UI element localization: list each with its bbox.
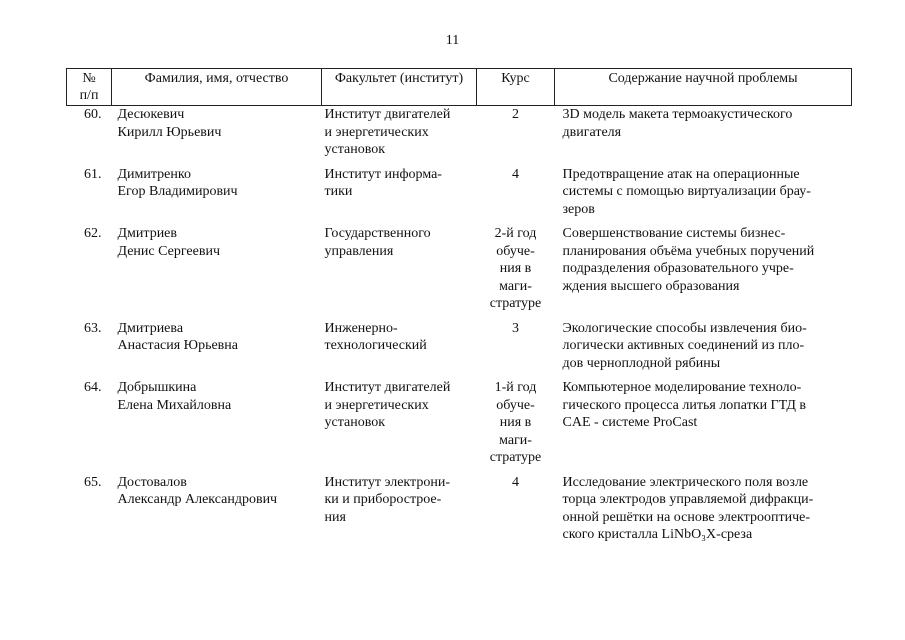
header-course: Курс xyxy=(477,69,555,106)
faculty-line: Институт двигателей xyxy=(324,380,451,395)
faculty-line: и энергетических xyxy=(324,397,429,413)
faculty-line: Институт электрони- xyxy=(324,474,450,490)
course-line: 2 xyxy=(512,107,519,122)
row-number: 64. xyxy=(84,380,102,395)
faculty-line: ки и приборострое- xyxy=(324,492,442,507)
research-topic-line: Компьютерное моделирование техноло- xyxy=(562,380,802,395)
course-line: 2-й год xyxy=(494,226,537,241)
research-topic-line: Экологические способы извлечения био- xyxy=(562,320,807,336)
row-number: 65. xyxy=(84,474,102,490)
course-line: 4 xyxy=(512,166,519,182)
table-row xyxy=(67,225,852,320)
course-line: обуче- xyxy=(496,397,535,413)
table-row xyxy=(67,320,852,380)
table-row xyxy=(67,474,852,551)
row-number: 61. xyxy=(84,166,102,182)
row-number: 62. xyxy=(84,226,102,241)
faculty xyxy=(322,106,477,166)
course-line: стратуре xyxy=(489,296,542,311)
faculty xyxy=(322,474,477,551)
header-num-line: № xyxy=(82,71,96,86)
student-name-line: Добрышкина xyxy=(117,380,197,395)
header-topic: Содержание научной проблемы xyxy=(555,69,852,106)
faculty-line: Институт двигателей xyxy=(324,107,451,122)
student-name-line: Анастасия Юрьевна xyxy=(117,338,238,353)
course xyxy=(477,106,555,166)
row-number: 63. xyxy=(84,320,102,336)
faculty-line: тики xyxy=(324,184,353,199)
research-topic-line: CAE - системе ProCast xyxy=(562,415,698,430)
research-topic-line: зеров xyxy=(562,201,595,217)
faculty xyxy=(322,379,477,474)
faculty xyxy=(322,320,477,380)
research-topic-line: ского кристалла LiNbO₃X-среза xyxy=(562,527,753,542)
course xyxy=(477,379,555,474)
student-name-line: Димитренко xyxy=(117,166,191,182)
research-topic-line: двигателя xyxy=(562,124,622,140)
course-line: 4 xyxy=(512,474,519,490)
research-topic-line: ждения высшего образования xyxy=(562,278,740,294)
course xyxy=(477,320,555,380)
faculty-line: Инженерно- xyxy=(324,320,398,336)
faculty-line: ния xyxy=(324,509,346,525)
course-line: маги- xyxy=(499,432,532,448)
course-line: стратуре xyxy=(489,450,542,465)
student-name-line: Кирилл Юрьевич xyxy=(117,124,222,140)
faculty-line: Институт информа- xyxy=(324,166,442,182)
header-faculty: Факультет (институт) xyxy=(322,69,477,106)
research-topic-line: онной решётки на основе электрооптиче- xyxy=(562,509,810,525)
page-number: 11 xyxy=(445,33,460,48)
research-topic-line: дов черноплодной рябины xyxy=(562,355,721,371)
research-topic-line: Предотвращение атак на операционные xyxy=(562,166,800,182)
research-topic-line: Исследование электрического поля возле xyxy=(562,474,809,490)
table-row xyxy=(67,166,852,226)
faculty-line: и энергетических xyxy=(324,124,429,140)
student-name-line: Дмитриев xyxy=(117,226,178,241)
research-topic xyxy=(555,320,852,380)
table-row xyxy=(67,379,852,474)
table-row xyxy=(67,106,852,166)
course xyxy=(477,166,555,226)
course xyxy=(477,225,555,320)
course-line: маги- xyxy=(499,278,532,294)
student-name-line: Елена Михайловна xyxy=(117,397,232,413)
student-name xyxy=(112,106,322,166)
faculty xyxy=(322,166,477,226)
student-name-line: Достовалов xyxy=(117,474,187,490)
research-topic-line: Совершенствование системы бизнес- xyxy=(562,226,786,241)
research-topic xyxy=(555,379,852,474)
student-name-line: Денис Сергеевич xyxy=(117,243,220,259)
research-topic-line: торца электродов управляемой дифракци- xyxy=(562,492,814,507)
faculty xyxy=(322,225,477,320)
faculty-line: Государственного xyxy=(324,226,431,241)
research-topic-line: гического процесса литья лопатки ГТД в xyxy=(562,397,806,413)
research-topic xyxy=(555,166,852,226)
header-num xyxy=(67,69,112,106)
header-name: Фамилия, имя, отчество xyxy=(112,69,322,106)
course-line: 1-й год xyxy=(494,380,537,395)
research-topic xyxy=(555,106,852,166)
research-topics-table xyxy=(66,68,852,551)
faculty-line: установок xyxy=(324,142,386,157)
student-name xyxy=(112,320,322,380)
research-topic-line: логически активных соединений из пло- xyxy=(562,338,805,353)
research-topic-line: системы с помощью виртуализации брау- xyxy=(562,184,811,199)
table-header xyxy=(67,69,852,106)
student-name-line: Десюкевич xyxy=(117,107,185,122)
faculty-line: управления xyxy=(324,243,394,259)
course-line: ния в xyxy=(499,415,532,430)
student-name xyxy=(112,166,322,226)
research-topic-line: 3D модель макета термоакустического xyxy=(562,107,793,122)
research-topic-line: подразделения образовательного учре- xyxy=(562,261,794,276)
faculty-line: технологический xyxy=(324,338,427,353)
student-name xyxy=(112,474,322,551)
student-name-line: Александр Александрович xyxy=(117,492,278,507)
header-num-line: п/п xyxy=(79,88,99,103)
course xyxy=(477,474,555,551)
research-topic-line: планирования объёма учебных поручений xyxy=(562,243,815,259)
research-topic xyxy=(555,225,852,320)
course-line: обуче- xyxy=(496,243,535,259)
student-name-line: Дмитриева xyxy=(117,320,184,336)
student-name xyxy=(112,379,322,474)
course-line: ния в xyxy=(499,261,532,276)
student-name-line: Егор Владимирович xyxy=(117,184,238,199)
row-number: 60. xyxy=(84,107,102,122)
table-body xyxy=(67,106,852,551)
faculty-line: установок xyxy=(324,415,386,430)
course-line: 3 xyxy=(512,320,519,336)
student-name xyxy=(112,225,322,320)
research-topic xyxy=(555,474,852,551)
